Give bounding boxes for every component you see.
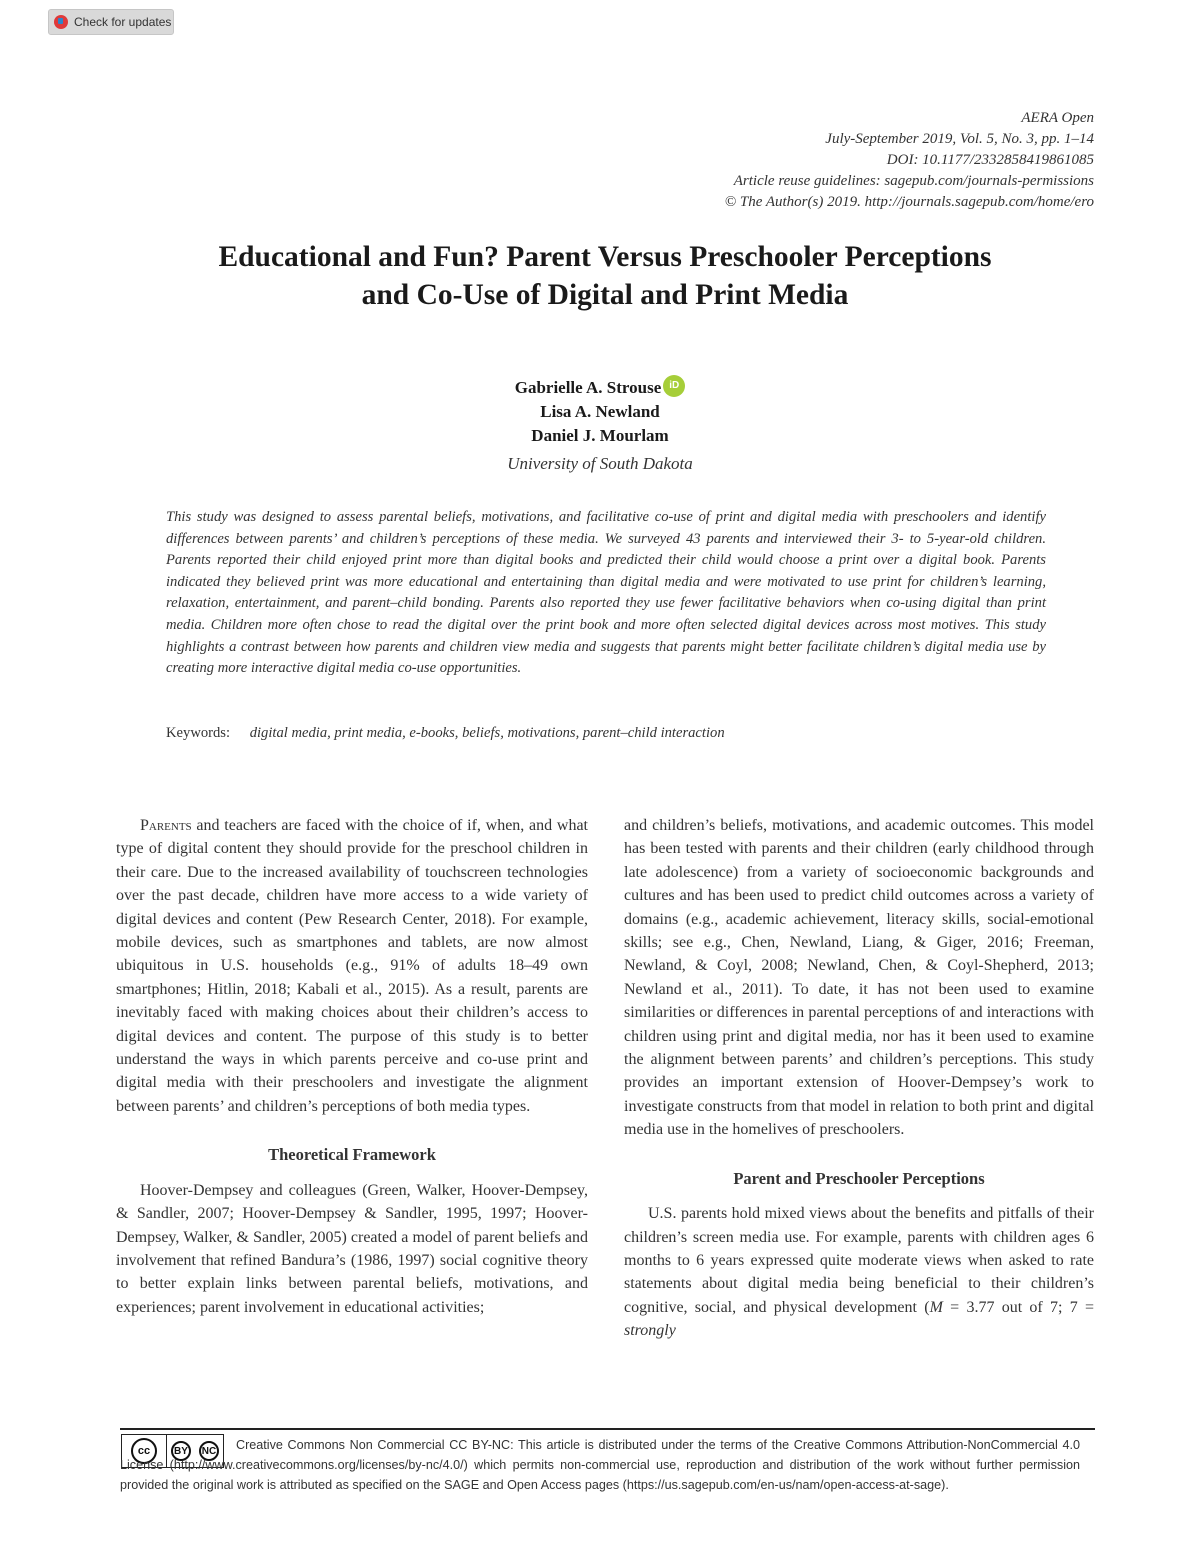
author-1 bbox=[300, 376, 900, 400]
footer-rule bbox=[120, 1428, 1095, 1430]
perceptions-text-a: U.S. parents hold mixed views about the benefits and pitfalls of their children’s screen media use. For example, parents with children ages 6 months to 6 years expressed quite moderate views when asked to rate statements about digital media being beneficial to their children’s cognitive, social, and physical development ( bbox=[624, 1205, 1094, 1316]
author-1-name: Gabrielle A. Strouse bbox=[514, 378, 662, 397]
cc-icon: cc bbox=[131, 1438, 157, 1464]
journal-meta bbox=[725, 108, 1094, 213]
keywords-text: digital media, print media, e-books, beliefs, motivations, parent–child interaction bbox=[249, 725, 725, 741]
keywords-label: Keywords: bbox=[166, 725, 231, 741]
left-column bbox=[116, 814, 588, 1319]
perceptions-text-b: = 3.77 out of 7; 7 = bbox=[942, 1298, 1095, 1316]
intro-paragraph bbox=[116, 814, 588, 1118]
author-list bbox=[300, 376, 900, 448]
theory-continued-paragraph: and children’s beliefs, motivations, and academic outcomes. This model has been tested with parents and their children (early childhood through late adolescence) from a variety of socioeconomic backgrounds and cultures and has been used to predict child outcomes across a variety of domains (e.g., academic achievement, literacy skills, social-emotional skills; see e.g., Chen, Newland, Liang, & Giger, 2016; Freeman, Newland, & Coyl, 2008; Newland, Chen, & Coyl-Shepherd, 2013; Newland et al., 2011). To date, it has not been used to examine similarities or differences in parental perceptions of and interactions with children using print and digital media, nor has it been used to examine the alignment between parents’ and children’s perceptions. This study provides an important extension of Hoover-Dempsey’s work to investigate constructs from that model in relation to both print and digital media use in the homelives of preschoolers. bbox=[624, 817, 1094, 1139]
intro-lead: Parents bbox=[140, 817, 192, 834]
affiliation: University of South Dakota bbox=[507, 454, 693, 473]
crossmark-icon bbox=[54, 15, 68, 29]
by-attribution-icon: BY bbox=[171, 1441, 191, 1461]
perceptions-paragraph bbox=[624, 1202, 1094, 1342]
journal-name: AERA Open bbox=[1021, 110, 1094, 126]
journal-issue: July-September 2019, Vol. 5, No. 3, pp. 1–14 bbox=[825, 131, 1094, 147]
journal-copyright[interactable]: © The Author(s) 2019. http://journals.sagepub.com/home/ero bbox=[724, 194, 1094, 210]
abstract: This study was designed to assess parental beliefs, motivations, and facilitative co-use of print and digital media with preschoolers and identify differences between parents’ and children’s perceptions of these media. We surveyed 43 parents and interviewed their 3- to 5-year-old children. Parents reported their child enjoyed print more than digital books and predicted their child would choose a print over a digital book. Parents indicated they believed print was more educational and entertaining than digital media and were motivated to use print for children’s learning, relaxation, entertainment, and parent–child bonding. Parents also reported they use fewer facilitative behaviors when co-using digital than print media. Children more often chose to read the digital over the print book and more often selected digital devices across most motives. This study highlights a contrast between how parents and children view media and suggests that parents might better facilitate children’s digital media use by creating more interactive digital media co-use opportunities. bbox=[166, 509, 1046, 677]
right-column bbox=[624, 814, 1094, 1343]
journal-reuse[interactable]: Article reuse guidelines: sagepub.com/journals-permissions bbox=[733, 173, 1094, 189]
orcid-icon[interactable]: iD bbox=[663, 375, 685, 397]
keywords bbox=[166, 725, 725, 742]
journal-doi[interactable]: DOI: 10.1177/2332858419861085 bbox=[886, 152, 1094, 168]
intro-text: and teachers are faced with the choice of if, when, and what type of digital content they should provide for the preschool children in their care. Due to the increased availability of touchscreen technologies over the past decade, children have more access to a wide variety of digital devices and content (Pew Research Center, 2018). For example, mobile devices, such as smartphones and tablets, are now almost ubiquitous in U.S. households (e.g., 91% of adults 18–49 own smartphones; Hitlin, 2018; Kabali et al., 2015). As a result, parents are inevitably faced with making choices about their children’s access to digital devices and content. The purpose of this study is to better understand the ways in which parents perceive and co-use print and digital media with their preschoolers and investigate the alignment between parents’ and children’s perceptions of both media types. bbox=[116, 817, 588, 1115]
perceptions-strongly: strongly bbox=[624, 1322, 676, 1340]
section-heading-theory: Theoretical Framework bbox=[268, 1145, 436, 1165]
theory-paragraph: Hoover-Dempsey and colleagues (Green, Walker, Hoover-Dempsey, & Sandler, 2007; Hoover-Dempsey & Sandler, 1995, 1997; Hoover-Dempsey, Walker, & Sandler, 2005) created a model of parent beliefs and involvement that refined Bandura’s (1986, 1997) social cognitive theory to better explain links between parental beliefs, motivations, and experiences; parent involvement in educational activities; bbox=[116, 1181, 588, 1316]
title-line-2: and Co-Use of Digital and Print Media bbox=[361, 279, 849, 311]
noncommercial-icon: NC bbox=[199, 1441, 219, 1461]
check-for-updates-button[interactable] bbox=[48, 9, 174, 35]
article-title bbox=[100, 238, 1110, 314]
section-heading-perceptions: Parent and Preschooler Perceptions bbox=[733, 1168, 985, 1188]
title-line-1: Educational and Fun? Parent Versus Preschooler Perceptions bbox=[218, 241, 992, 273]
perceptions-m: M bbox=[929, 1298, 943, 1316]
author-3: Daniel J. Mourlam bbox=[531, 426, 669, 446]
check-for-updates-label: Check for updates bbox=[74, 15, 172, 29]
license-text: Creative Commons Non Commercial CC BY-NC: This article is distributed under the terms of the Creative Commons Attribution-NonCommercial 4.0 License (http://www.creativecommons.org/licenses/by-nc/4.0/) which permits non-commercial use, reproduction and distribution of the work without further permission provided the original work is attributed as specified on the SAGE and Open Access pages (https://us.sagepub.com/en-us/nam/open-access-at-sage). bbox=[120, 1438, 1080, 1492]
author-2: Lisa A. Newland bbox=[540, 402, 660, 422]
